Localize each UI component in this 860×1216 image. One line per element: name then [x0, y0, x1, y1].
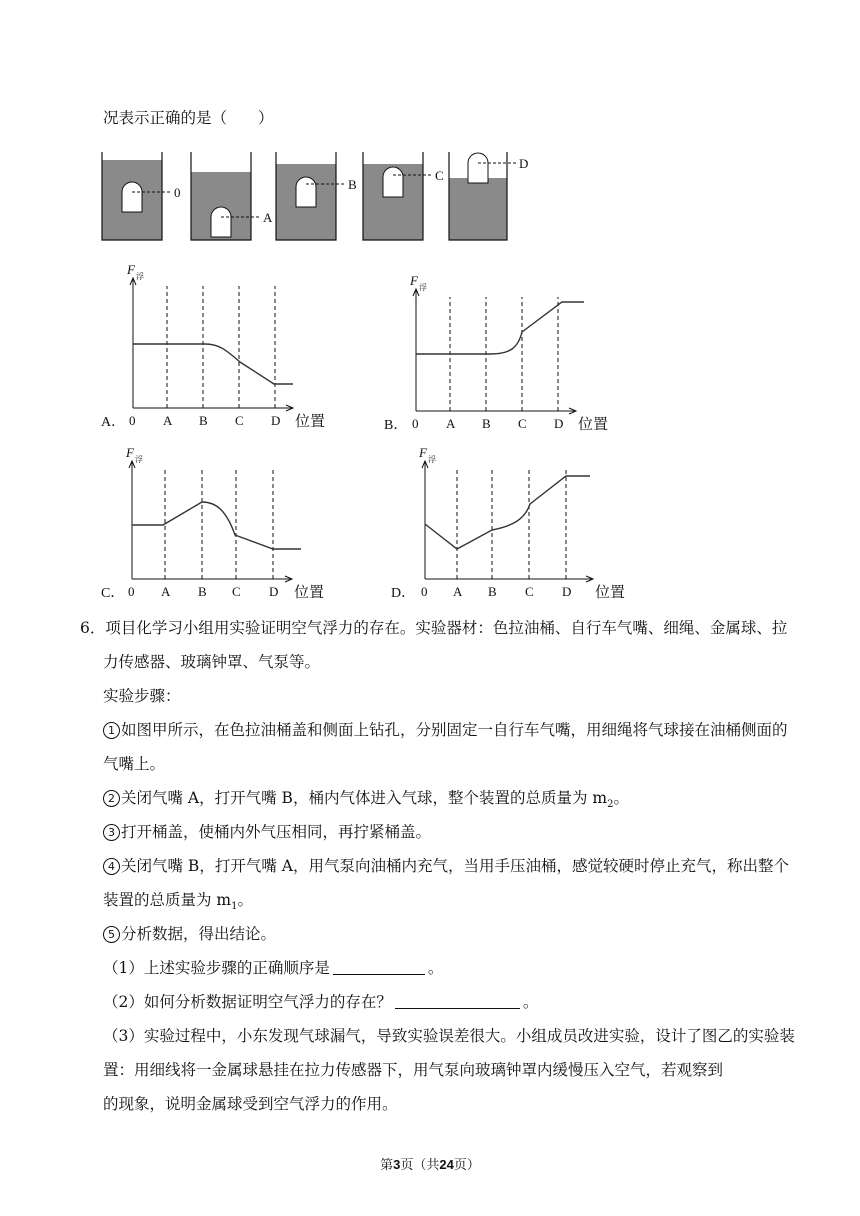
- x-tick-label: C: [525, 584, 534, 599]
- q6-intro-line2: 力传感器、玻璃钟罩、气泵等。: [103, 653, 321, 671]
- floating-object: [296, 177, 316, 207]
- sub2-answer-blank[interactable]: [395, 994, 520, 1009]
- y-axis-label-subscript: 浮: [135, 455, 143, 464]
- step4-line2: 装置的总质量为 m: [103, 891, 232, 909]
- x-tick-label: 0: [128, 584, 135, 599]
- x-axis-unit: 位置: [294, 585, 325, 601]
- option-letter: A．: [101, 415, 126, 430]
- buoyancy-curve: [416, 302, 584, 354]
- y-axis-label-subscript: 浮: [419, 283, 427, 292]
- sub3-line2: 置：用细线将一金属球悬挂在拉力传感器下，用气泵向玻璃钟罩内缓慢压入空气，若观察到: [103, 1061, 724, 1079]
- level-marker-label: A: [263, 210, 273, 225]
- x-axis-unit: 位置: [578, 417, 609, 433]
- x-tick-label: D: [271, 413, 281, 428]
- x-tick-label: A: [453, 584, 463, 599]
- page-number: 3: [393, 1157, 401, 1172]
- step2-mark: 2: [103, 790, 120, 807]
- sub1-text: （1）上述实验步骤的正确顺序是: [103, 959, 330, 977]
- x-tick-label: A: [446, 416, 456, 431]
- graph-option-c: [95, 434, 335, 602]
- step1-line1: 如图甲所示，在色拉油桶盖和侧面上钻孔，分别固定一自行车气嘴，用细绳将气球接在油桶侧面的: [121, 721, 788, 739]
- x-tick-label: 0: [421, 584, 428, 599]
- x-tick-label: C: [232, 584, 241, 599]
- step5-mark: 5: [103, 926, 120, 943]
- x-tick-label: B: [199, 413, 208, 428]
- option-letter: D．: [391, 586, 416, 601]
- step2-subscript: 2: [607, 799, 614, 811]
- sub1-end: 。: [427, 959, 444, 977]
- graph-option-a: [95, 246, 335, 431]
- x-axis-unit: 位置: [595, 585, 625, 601]
- y-axis-label: F: [410, 273, 418, 288]
- beaker-water: [449, 178, 507, 240]
- step4-mark: 4: [103, 858, 120, 875]
- floating-object: [383, 167, 403, 197]
- sub3-line1: （3）实验过程中，小东发现气球漏气，导致实验误差很大。小组成员改进实验，设计了图乙的实验装: [103, 1027, 795, 1045]
- graph-option-d: [385, 434, 625, 602]
- page-total: 24: [439, 1157, 454, 1172]
- q5-stem-tail: 况表示正确的是（ ）: [103, 109, 274, 127]
- option-letter: C．: [101, 586, 125, 601]
- x-tick-label: A: [161, 584, 171, 599]
- step4-subscript: 1: [231, 901, 238, 913]
- step2-end: 。: [613, 789, 629, 807]
- sub1-answer-blank[interactable]: [333, 960, 425, 975]
- x-tick-label: B: [482, 416, 491, 431]
- level-marker-label: C: [435, 168, 444, 183]
- x-tick-label: 0: [412, 416, 419, 431]
- q6-steps-title: 实验步骤：: [103, 687, 181, 705]
- buoyancy-curve: [132, 502, 301, 549]
- page-footer: 第3页（共24页）: [380, 1157, 480, 1173]
- x-tick-label: A: [163, 413, 173, 428]
- y-axis-label-subscript: 浮: [428, 455, 436, 464]
- x-tick-label: 0: [129, 413, 136, 428]
- x-tick-label: C: [235, 413, 244, 428]
- sub2-text: （2）如何分析数据证明空气浮力的存在？: [103, 993, 392, 1011]
- sub3-line3: 的现象，说明金属球受到空气浮力的作用。: [103, 1095, 398, 1113]
- y-axis-label-subscript: 浮: [136, 272, 144, 281]
- level-marker-label: B: [348, 177, 357, 192]
- step1-line2: 气嘴上。: [103, 755, 166, 773]
- step5-text: 分析数据，得出结论。: [121, 925, 277, 943]
- floating-object: [211, 207, 231, 237]
- y-axis-label: F: [126, 445, 134, 460]
- x-tick-label: B: [488, 584, 497, 599]
- q6-intro-line1: 项目化学习小组用实验证明空气浮力的存在。实验器材：色拉油桶、自行车气嘴、细绳、金属球、拉: [105, 619, 788, 637]
- level-marker-label: 0: [174, 185, 181, 200]
- step3-text: 打开桶盖，使桶内外气压相同，再拧紧桶盖。: [121, 823, 432, 841]
- x-tick-label: D: [269, 584, 279, 599]
- option-letter: B．: [384, 418, 408, 433]
- x-tick-label: C: [518, 416, 527, 431]
- level-marker-label: D: [519, 156, 529, 171]
- step2-text: 关闭气嘴 A，打开气嘴 B，桶内气体进入气球，整个装置的总质量为 m: [121, 789, 608, 807]
- buoyancy-curve: [425, 476, 590, 549]
- floating-object: [468, 153, 488, 183]
- x-tick-label: D: [562, 584, 572, 599]
- x-tick-label: D: [554, 416, 564, 431]
- buoyancy-curve: [133, 344, 293, 384]
- beaker-diagram: [96, 146, 536, 246]
- graph-option-b: [378, 264, 618, 434]
- step4-line1: 关闭气嘴 B，打开气嘴 A，用气泵向油桶内充气，当用手压油桶，感觉较硬时停止充气，称出整个: [121, 857, 789, 875]
- y-axis-label: F: [127, 262, 135, 277]
- x-tick-label: B: [198, 584, 207, 599]
- floating-object: [122, 182, 142, 212]
- step4-end: 。: [237, 891, 254, 909]
- step1-mark: 1: [103, 722, 120, 739]
- y-axis-label: F: [419, 445, 427, 460]
- step3-mark: 3: [103, 824, 120, 841]
- x-axis-unit: 位置: [295, 414, 326, 430]
- sub2-end: 。: [522, 993, 539, 1011]
- q6-number: 6．: [80, 619, 106, 637]
